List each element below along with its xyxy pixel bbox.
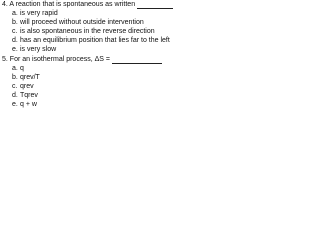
question-text: For an isothermal process, ΔS = [9,56,110,63]
option-text: Tqrev [20,92,38,99]
question-stem [2,0,198,9]
quiz-page [0,0,200,110]
option-b [2,18,198,27]
option-letter: e. [12,101,18,108]
option-c [2,82,198,91]
option-e [2,45,198,54]
answer-options [2,64,198,109]
option-text: is also spontaneous in the reverse direction [20,28,155,35]
option-letter: a. [12,10,18,17]
option-letter: b. [12,19,18,26]
option-letter: e. [12,46,18,53]
option-text: q [20,65,24,72]
question-number: 4. [2,1,8,8]
option-a [2,9,198,18]
option-d [2,91,198,100]
option-text: q + w [20,101,37,108]
option-c [2,27,198,36]
answer-blank [137,1,173,9]
answer-blank [112,56,162,64]
answer-options [2,9,198,54]
question-stem [2,55,198,64]
option-text: is very rapid [20,10,58,17]
option-text: has an equilibrium position that lies far to the left [20,37,170,44]
option-letter: c. [12,83,18,90]
option-letter: c. [12,28,18,35]
option-text: will proceed without outside intervention [20,19,144,26]
option-letter: a. [12,65,18,72]
option-text: qrev [20,83,34,90]
option-text: is very slow [20,46,57,53]
question-number: 5. [2,56,8,63]
option-d [2,36,198,45]
question-text: A reaction that is spontaneous as written [9,1,136,8]
option-e [2,100,198,109]
option-letter: d. [12,92,18,99]
question-4 [2,0,198,54]
option-letter: d. [12,37,18,44]
option-text: qrev/T [20,74,40,81]
question-5 [2,55,198,109]
option-a [2,64,198,73]
option-letter: b. [12,74,18,81]
option-b [2,73,198,82]
